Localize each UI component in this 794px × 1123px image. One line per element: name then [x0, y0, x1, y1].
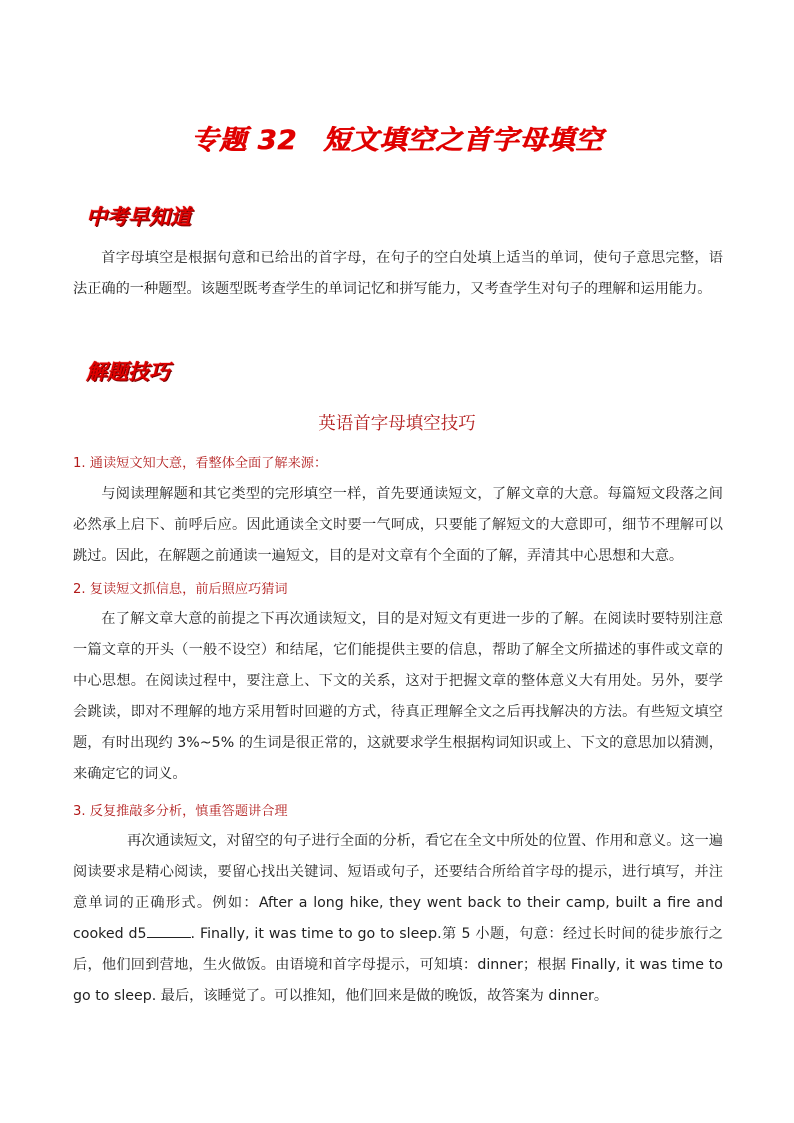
- section-heading-tips: 解题技巧: [86, 360, 170, 384]
- title-topic-name: 短文填空之首字母填空: [322, 125, 603, 156]
- tip-3-text-a: 再次通读短文，对留空的句子进行全面的分析，看它在全文中所处的位置、作用和意义。这一遍阅读要求是精心阅读，要留心找出关键词、短语或句子，还要结合所给首字母的提示，进行填写，并注意单词的正确形式。例如：After a long hike, they went back to their camp, built a fire and cooked d5: [73, 833, 723, 942]
- tips-subtitle: 英语首字母填空技巧: [318, 414, 476, 434]
- section-heading-intro: 中考早知道: [86, 205, 191, 229]
- intro-paragraph: [73, 243, 723, 305]
- tip-2-heading: 2. 复读短文抓信息，前后照应巧猜词: [73, 582, 288, 597]
- tip-3-heading: 3. 反复推敲多分析，慎重答题讲合理: [73, 804, 288, 819]
- tip-2-paragraph: [73, 604, 723, 790]
- tip-1-text: 与阅读理解题和其它类型的完形填空一样，首先要通读短文，了解文章的大意。每篇短文段落之间必然承上启下、前呼后应。因此通读全文时要一气呵成，只要能了解短文的大意即可，细节不理解可以跳过。因此，在解题之前通读一遍短文，目的是对文章有个全面的了解，弄清其中心思想和大意。: [73, 486, 723, 564]
- page-title: [0, 118, 794, 157]
- tip-1-heading: 1. 通读短文知大意，看整体全面了解来源：: [73, 456, 328, 471]
- tip-3-text-b: . Finally, it was time to go to sleep.第 5 小题，句意：经过长时间的徒步旅行之后，他们回到营地，生火做饭。由语境和首字母提示，可知填：dinner；根据 Finally, it was time to go to sleep. 最后，该睡觉了。可以推知，他们回来是做的晚饭，故答案为 dinner。: [73, 926, 723, 1004]
- answer-blank: [147, 923, 191, 938]
- intro-text: 首字母填空是根据句意和已给出的首字母，在句子的空白处填上适当的单词，使句子意思完整，语法正确的一种题型。该题型既考查学生的单词记忆和拼写能力，又考查学生对句子的理解和运用能力。: [73, 250, 723, 297]
- tip-2-text: 在了解文章大意的前提之下再次通读短文，目的是对短文有更进一步的了解。在阅读时要特别注意一篇文章的开头（一般不设空）和结尾，它们能提供主要的信息，帮助了解全文所描述的事件或文章的中心思想。在阅读过程中，要注意上、下文的关系，这对于把握文章的整体意义大有用处。另外，要学会跳读，即对不理解的地方采用暂时回避的方式，待真正理解全文之后再找解决的方法。有些短文填空题，有时出现约 3%~5% 的生词是很正常的，这就要求学生根据构词知识或上、下文的意思加以猜测，来确定它的词义。: [73, 611, 723, 782]
- tip-3-paragraph: [73, 826, 723, 1012]
- tip-1-paragraph: [73, 479, 723, 572]
- title-topic-number: 专题 32: [191, 125, 297, 156]
